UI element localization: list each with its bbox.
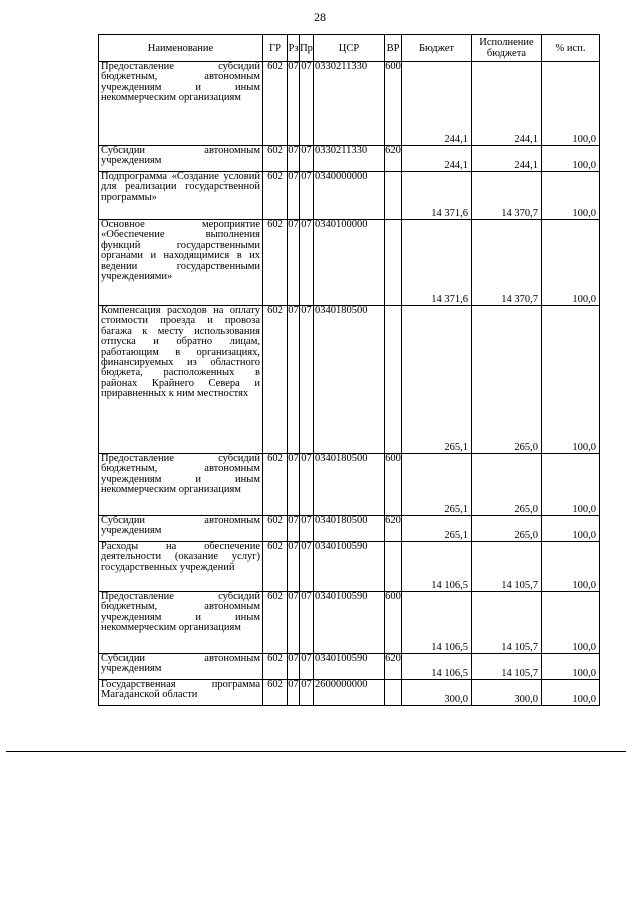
row-pr: 07 xyxy=(300,542,314,592)
row-gr: 602 xyxy=(263,654,288,680)
row-execution: 265,0 xyxy=(472,454,542,516)
row-percent: 100,0 xyxy=(542,454,600,516)
row-vr xyxy=(385,172,402,220)
row-budget: 265,1 xyxy=(402,454,472,516)
header-budget: Бюджет xyxy=(402,35,472,62)
table-row xyxy=(99,654,600,680)
row-gr: 602 xyxy=(263,516,288,542)
row-csr: 0340100000 xyxy=(314,220,385,306)
row-name: Государственная программа Магаданской области xyxy=(99,680,263,706)
row-vr: 620 xyxy=(385,516,402,542)
row-csr: 0340180500 xyxy=(314,306,385,454)
table-row xyxy=(99,516,600,542)
row-budget: 14 106,5 xyxy=(402,592,472,654)
row-vr xyxy=(385,680,402,706)
header-rz: Рз xyxy=(288,35,300,62)
row-csr: 0340100590 xyxy=(314,592,385,654)
row-execution: 14 105,7 xyxy=(472,542,542,592)
row-name: Расходы на обеспечение деятельности (оказание услуг) государственных учреждений xyxy=(99,542,263,592)
table-row xyxy=(99,306,600,454)
row-csr: 0330211330 xyxy=(314,62,385,146)
row-name: Компенсация расходов на оплату стоимости проезда и провоза багажа к месту использования отпуска и обратно лицам, работающим в организациях, финансируемых из областного бюджета, расположенных в районах Крайнего Севера и приравненных к ним местностях xyxy=(99,306,263,454)
table-row xyxy=(99,542,600,592)
header-gr: ГР xyxy=(263,35,288,62)
row-execution: 14 105,7 xyxy=(472,592,542,654)
row-vr: 620 xyxy=(385,146,402,172)
row-vr: 620 xyxy=(385,654,402,680)
table-row xyxy=(99,454,600,516)
row-rz: 07 xyxy=(288,680,300,706)
row-percent: 100,0 xyxy=(542,146,600,172)
row-name: Предоставление субсидий бюджетным, автономным учреждениям и иным некоммерческим организациям xyxy=(99,592,263,654)
row-budget: 300,0 xyxy=(402,680,472,706)
row-csr: 0340000000 xyxy=(314,172,385,220)
row-vr xyxy=(385,306,402,454)
row-percent: 100,0 xyxy=(542,220,600,306)
page-number: 28 xyxy=(314,10,326,24)
row-csr: 0340100590 xyxy=(314,654,385,680)
row-budget: 265,1 xyxy=(402,516,472,542)
table-row xyxy=(99,220,600,306)
row-rz: 07 xyxy=(288,146,300,172)
row-pr: 07 xyxy=(300,654,314,680)
row-pr: 07 xyxy=(300,454,314,516)
row-percent: 100,0 xyxy=(542,542,600,592)
header-vr: ВР xyxy=(385,35,402,62)
row-rz: 07 xyxy=(288,654,300,680)
row-budget: 14 371,6 xyxy=(402,172,472,220)
row-csr: 0330211330 xyxy=(314,146,385,172)
row-csr: 0340180500 xyxy=(314,454,385,516)
header-pr: Пр xyxy=(300,35,314,62)
row-budget: 14 106,5 xyxy=(402,654,472,680)
row-execution: 14 370,7 xyxy=(472,172,542,220)
row-name: Субсидии автономным учреждениям xyxy=(99,146,263,172)
row-gr: 602 xyxy=(263,172,288,220)
row-percent: 100,0 xyxy=(542,516,600,542)
row-gr: 602 xyxy=(263,542,288,592)
row-gr: 602 xyxy=(263,592,288,654)
row-execution: 265,0 xyxy=(472,516,542,542)
row-csr: 0340180500 xyxy=(314,516,385,542)
row-vr xyxy=(385,542,402,592)
table-row xyxy=(99,146,600,172)
row-rz: 07 xyxy=(288,220,300,306)
row-budget: 265,1 xyxy=(402,306,472,454)
row-vr: 600 xyxy=(385,62,402,146)
row-name: Субсидии автономным учреждениям xyxy=(99,516,263,542)
row-vr xyxy=(385,220,402,306)
row-gr: 602 xyxy=(263,306,288,454)
row-percent: 100,0 xyxy=(542,654,600,680)
row-percent: 100,0 xyxy=(542,172,600,220)
row-name: Подпрограмма «Создание условий для реализации государственной программы» xyxy=(99,172,263,220)
row-budget: 244,1 xyxy=(402,146,472,172)
row-csr: 2600000000 xyxy=(314,680,385,706)
row-percent: 100,0 xyxy=(542,592,600,654)
row-execution: 244,1 xyxy=(472,146,542,172)
row-rz: 07 xyxy=(288,542,300,592)
page-divider xyxy=(6,751,626,752)
row-execution: 265,0 xyxy=(472,306,542,454)
table-row xyxy=(99,62,600,146)
row-budget: 14 371,6 xyxy=(402,220,472,306)
row-gr: 602 xyxy=(263,146,288,172)
table-row xyxy=(99,172,600,220)
row-budget: 14 106,5 xyxy=(402,542,472,592)
row-pr: 07 xyxy=(300,306,314,454)
header-name: Наименование xyxy=(99,35,263,62)
row-pr: 07 xyxy=(300,680,314,706)
row-pr: 07 xyxy=(300,146,314,172)
row-rz: 07 xyxy=(288,306,300,454)
row-gr: 602 xyxy=(263,220,288,306)
header-csr: ЦСР xyxy=(314,35,385,62)
row-percent: 100,0 xyxy=(542,306,600,454)
row-budget: 244,1 xyxy=(402,62,472,146)
row-percent: 100,0 xyxy=(542,680,600,706)
row-name: Предоставление субсидий бюджетным, автономным учреждениям и иным некоммерческим организациям xyxy=(99,62,263,146)
table-row xyxy=(99,592,600,654)
row-execution: 244,1 xyxy=(472,62,542,146)
row-rz: 07 xyxy=(288,172,300,220)
row-pr: 07 xyxy=(300,592,314,654)
row-percent: 100,0 xyxy=(542,62,600,146)
row-csr: 0340100590 xyxy=(314,542,385,592)
row-gr: 602 xyxy=(263,62,288,146)
row-rz: 07 xyxy=(288,592,300,654)
table-header-row xyxy=(99,35,600,62)
row-execution: 14 105,7 xyxy=(472,654,542,680)
row-name: Предоставление субсидий бюджетным, автономным учреждениям и иным некоммерческим организациям xyxy=(99,454,263,516)
row-rz: 07 xyxy=(288,62,300,146)
table-row xyxy=(99,680,600,706)
row-rz: 07 xyxy=(288,454,300,516)
row-execution: 14 370,7 xyxy=(472,220,542,306)
row-pr: 07 xyxy=(300,172,314,220)
row-gr: 602 xyxy=(263,454,288,516)
row-vr: 600 xyxy=(385,592,402,654)
row-name: Субсидии автономным учреждениям xyxy=(99,654,263,680)
row-pr: 07 xyxy=(300,62,314,146)
header-percent: % исп. xyxy=(542,35,600,62)
header-execution: Исполнение бюджета xyxy=(472,35,542,62)
row-gr: 602 xyxy=(263,680,288,706)
row-rz: 07 xyxy=(288,516,300,542)
row-name: Основное мероприятие «Обеспечение выполнения функций государственными органами и находящимися в их ведении государственными учреждениями» xyxy=(99,220,263,306)
row-pr: 07 xyxy=(300,516,314,542)
row-execution: 300,0 xyxy=(472,680,542,706)
row-pr: 07 xyxy=(300,220,314,306)
row-vr: 600 xyxy=(385,454,402,516)
budget-table xyxy=(98,34,600,706)
